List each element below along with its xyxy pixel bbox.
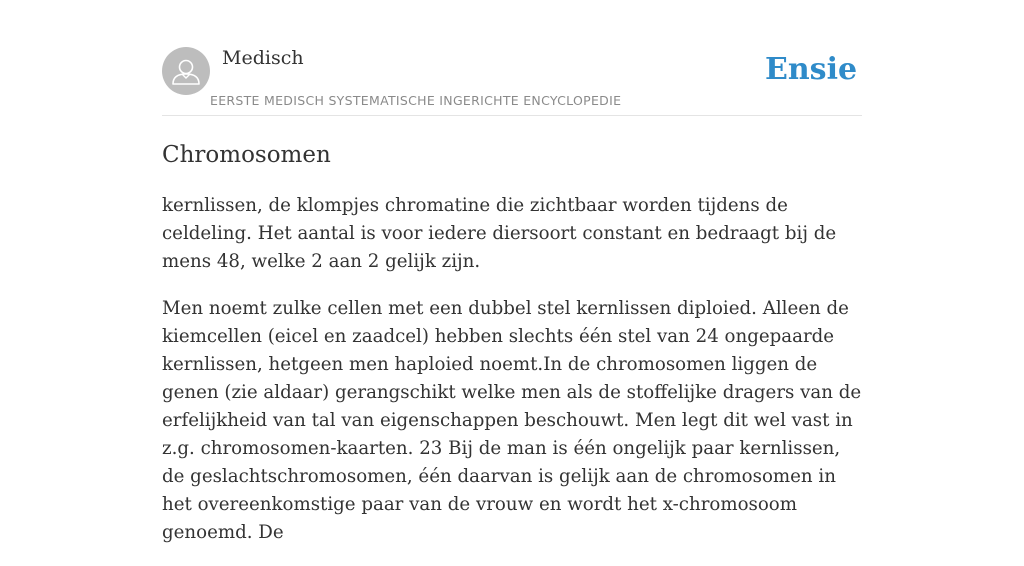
ensie-logo[interactable]: Ensie bbox=[765, 52, 858, 87]
article-paragraph: Men noemt zulke cellen met een dubbel stel kernlissen diploied. Alleen de kiemcellen (eicel en zaadcel) hebben slechts één stel van 24 ongepaarde kernlissen, hetgeen men haploied noemt.In de chromosomen liggen de genen (zie aldaar) gerangschikt welke men als de stoffelijke dragers van de erfelijkheid van tal van eigenschappen beschouwt. Men legt dit wel vast in z.g. chromosomen-kaarten. 23 Bij de man is één ongelijk paar kernlissen, de geslachtschromosomen, één daarvan is gelijk aan de chromosomen in het overeenkomstige paar van de vrouw en wordt het x-chromosoom genoemd. De bbox=[162, 298, 862, 543]
article-title: Chromosomen bbox=[162, 142, 331, 168]
article-body bbox=[162, 192, 862, 566]
article-paragraph: kernlissen, de klompjes chromatine die zichtbaar worden tijdens de celdeling. Het aantal is voor iedere diersoort constant en bedraagt bij de mens 48, welke 2 aan 2 gelijk zijn. bbox=[162, 195, 837, 272]
author-name[interactable]: Medisch bbox=[222, 47, 304, 69]
user-avatar-icon[interactable] bbox=[162, 47, 210, 95]
header-divider bbox=[162, 115, 862, 116]
author-subtitle: EERSTE MEDISCH SYSTEMATISCHE INGERICHTE ENCYCLOPEDIE bbox=[210, 93, 622, 108]
